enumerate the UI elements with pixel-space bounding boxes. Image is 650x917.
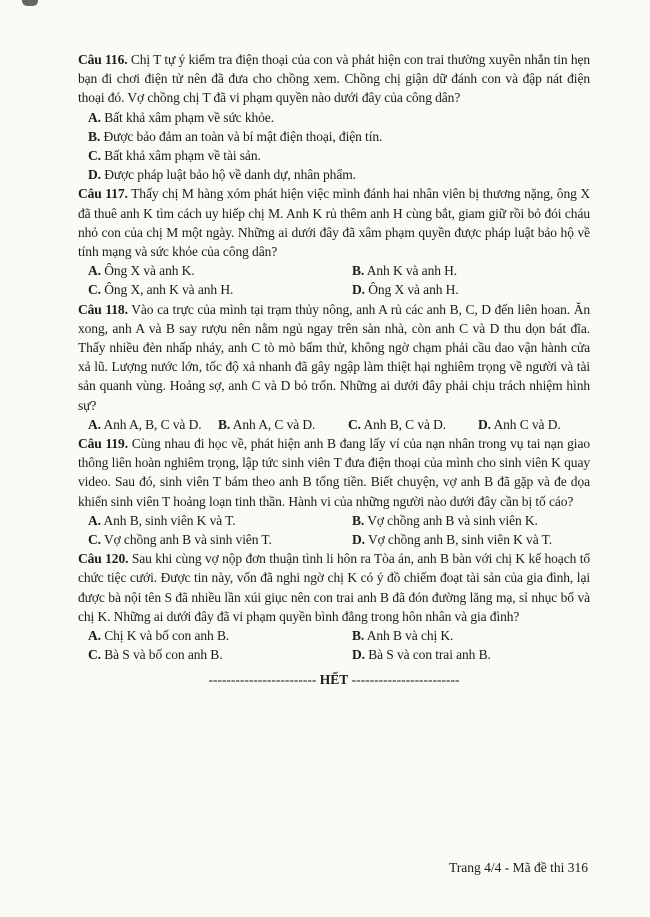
option-text: Vợ chồng anh B và sinh viên K. bbox=[367, 512, 538, 528]
question-stem bbox=[78, 549, 590, 626]
option-label: C. bbox=[88, 532, 101, 548]
question-text: Sau khi cùng vợ nộp đơn thuận tình li hôn ra Tòa án, anh B bàn với chị K kế hoạch tổ chức tiệc cưới. Được tin này, vốn đã nghi ngờ chị K có ý đồ chiếm đoạt tài sản của gia đình, lại được bà nội tên S đã nhiều lần xúi giục nên con trai anh B đã đón đường lăng mạ, sỉ nhục bố và chị K. Những ai dưới đây đã vi phạm quyền bình đẳng trong hôn nhân và gia đình? bbox=[78, 551, 590, 624]
option-a bbox=[88, 261, 352, 280]
option-label: D. bbox=[352, 647, 365, 663]
option-c bbox=[348, 415, 478, 434]
end-dashes-left: ------------------------ bbox=[208, 671, 317, 687]
option-b bbox=[218, 415, 348, 434]
option-b bbox=[88, 127, 590, 146]
option-text: Được bảo đảm an toàn và bí mật điện thoại, điện tín. bbox=[103, 128, 383, 144]
option-label: A. bbox=[88, 416, 101, 432]
option-label: A. bbox=[88, 109, 101, 125]
option-label: A. bbox=[88, 512, 101, 528]
option-d bbox=[352, 645, 590, 664]
question-text: Thấy chị M hàng xóm phát hiện việc mình đánh hai nhân viên bị thương nặng, ông X đã thuê anh K tìm cách uy hiếp chị M. Anh K rủ thêm anh H cùng bắt, giam giữ rồi bỏ đói cháu nhỏ con của chị M một ngày. Những ai dưới đây đã xâm phạm quyền được pháp luật bảo hộ về tính mạng và sức khỏe của công dân? bbox=[78, 186, 591, 260]
option-text: Anh A, B, C và D. bbox=[103, 416, 202, 432]
option-label: B. bbox=[352, 628, 365, 644]
option-label: C. bbox=[88, 148, 101, 164]
options-list bbox=[78, 108, 590, 185]
options-list bbox=[78, 511, 590, 549]
question-number: Câu 119. bbox=[78, 436, 128, 452]
question-text: Chị T tự ý kiểm tra điện thoại của con và phát hiện con trai thường xuyên nhắn tin hẹn bạn đi chơi điện tử nên đã đưa cho chồng xem. Chồng chị giận dữ đánh con và đập nát điện thoại đó. Vợ chồng chị T đã vi phạm quyền nào dưới đây của công dân? bbox=[78, 52, 591, 106]
option-a bbox=[88, 108, 590, 127]
question-number: Câu 120. bbox=[78, 551, 129, 567]
option-label: D. bbox=[478, 416, 491, 432]
question-118 bbox=[78, 300, 590, 434]
option-text: Anh B, sinh viên K và T. bbox=[103, 512, 236, 528]
end-of-exam-marker bbox=[78, 670, 590, 689]
option-label: D. bbox=[88, 167, 101, 183]
scan-artifact bbox=[22, 0, 38, 6]
option-a bbox=[88, 626, 352, 645]
option-text: Được pháp luật bảo hộ về danh dự, nhân phẩm. bbox=[104, 167, 356, 183]
option-c bbox=[88, 280, 352, 299]
question-stem bbox=[78, 50, 590, 108]
option-a bbox=[88, 511, 352, 530]
option-text: Ông X và anh K. bbox=[104, 263, 195, 279]
question-116 bbox=[78, 50, 590, 184]
option-c bbox=[88, 530, 352, 549]
option-text: Vợ chồng anh B và sinh viên T. bbox=[103, 532, 272, 548]
end-label: HẾT bbox=[319, 671, 349, 687]
option-label: D. bbox=[352, 282, 365, 298]
option-text: Anh B và chị K. bbox=[366, 628, 454, 644]
option-c bbox=[88, 645, 352, 664]
option-label: A. bbox=[88, 263, 101, 279]
option-text: Bà S và bố con anh B. bbox=[104, 647, 223, 663]
option-text: Bà S và con trai anh B. bbox=[368, 647, 491, 663]
option-text: Anh B, C và D. bbox=[363, 416, 447, 432]
option-text: Vợ chồng anh B, sinh viên K và T. bbox=[367, 532, 553, 548]
option-text: Anh K và anh H. bbox=[366, 263, 458, 279]
option-b bbox=[352, 261, 590, 280]
option-d bbox=[352, 280, 590, 299]
option-label: C. bbox=[88, 647, 101, 663]
option-b bbox=[352, 626, 590, 645]
option-label: D. bbox=[352, 532, 365, 548]
question-stem bbox=[78, 434, 590, 511]
option-text: Chị K và bố con anh B. bbox=[104, 628, 230, 644]
option-text: Anh C và D. bbox=[493, 416, 561, 432]
question-number: Câu 116. bbox=[78, 52, 128, 67]
question-number: Câu 117. bbox=[78, 186, 128, 202]
question-text: Vào ca trực của mình tại trạm thủy nông, anh A rủ các anh B, C, D đến liên hoan. Ăn xong, anh A và B say rượu nên nằm ngủ ngay trên sàn nhà, còn anh C và D thu dọn bát đĩa. Thấy nhiều đèn nhấp nháy, anh C tò mò bấm thử, không ngờ chạm phải cầu dao vận hành cửa xả lũ. Lượng nước lớn, tốc độ xả nhanh đã gây ngập làm thiệt hại nghiêm trọng về người và tài sản quanh vùng. Hoảng sợ, anh C và D bỏ trốn. Những ai dưới đây phải chịu trách nhiệm hình sự? bbox=[78, 301, 590, 413]
option-label: C. bbox=[88, 282, 101, 298]
option-d bbox=[352, 530, 590, 549]
question-120 bbox=[78, 549, 590, 664]
option-label: B. bbox=[352, 263, 365, 279]
options-list bbox=[78, 261, 590, 299]
question-119 bbox=[78, 434, 590, 549]
option-label: A. bbox=[88, 628, 101, 644]
question-117 bbox=[78, 184, 590, 299]
option-d bbox=[88, 165, 590, 184]
option-label: B. bbox=[88, 128, 101, 144]
option-text: Bất khả xâm phạm về tài sản. bbox=[104, 148, 261, 164]
option-label: B. bbox=[218, 416, 231, 432]
option-a bbox=[88, 415, 218, 434]
question-stem bbox=[78, 184, 590, 261]
options-list bbox=[78, 415, 590, 434]
option-text: Anh A, C và D. bbox=[232, 416, 316, 432]
option-d bbox=[478, 415, 590, 434]
end-dashes-right: ------------------------ bbox=[351, 671, 460, 687]
option-label: C. bbox=[348, 416, 361, 432]
question-text: Cùng nhau đi học về, phát hiện anh B đang lấy ví của nạn nhân trong vụ tai nạn giao thông liên hoàn nghiêm trọng, lập tức sinh viên T đưa điện thoại của mình cho sinh viên K quay video. Sau đó, sinh viên T bám theo anh B tống tiền. Biết chuyện, vợ anh B đã gặp và đe dọa khiến sinh viên T hoảng loạn tinh thần. Hành vi của những người nào dưới đây cần bị tố cáo? bbox=[78, 436, 590, 509]
option-c bbox=[88, 146, 590, 165]
question-number: Câu 118. bbox=[78, 301, 128, 317]
page-footer: Trang 4/4 - Mã đề thi 316 bbox=[449, 860, 588, 875]
option-b bbox=[352, 511, 590, 530]
option-text: Bất khả xâm phạm về sức khỏe. bbox=[104, 109, 274, 125]
options-list bbox=[78, 626, 590, 664]
question-stem bbox=[78, 300, 590, 415]
option-label: B. bbox=[352, 512, 365, 528]
option-text: Ông X, anh K và anh H. bbox=[104, 282, 234, 298]
option-text: Ông X và anh H. bbox=[368, 282, 459, 298]
